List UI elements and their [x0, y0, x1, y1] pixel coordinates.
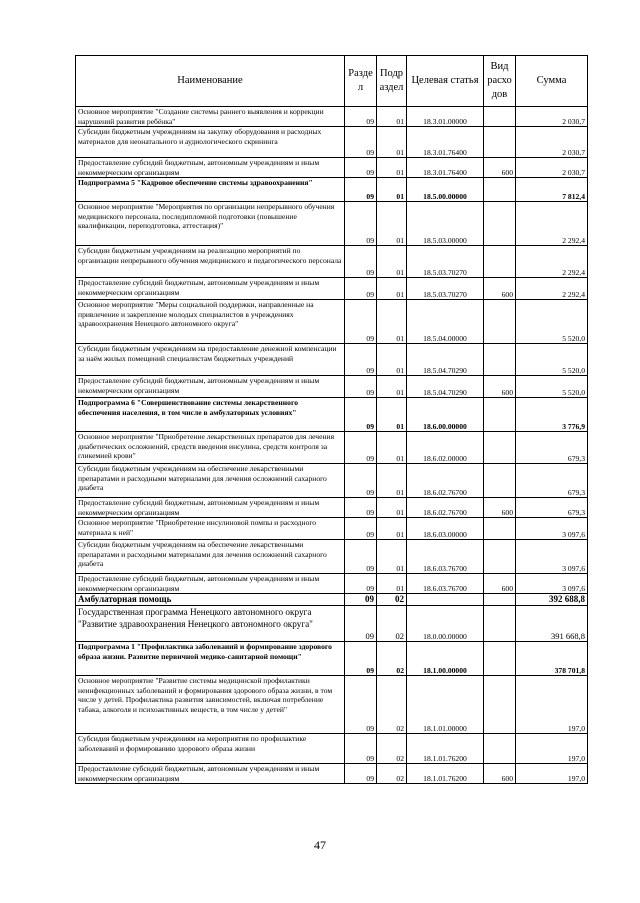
row-target: 18.3.01.00000: [407, 107, 484, 127]
row-subsection: 01: [377, 376, 407, 398]
row-target: 18.3.01.76400: [407, 127, 484, 158]
row-sum: 3 097,6: [516, 518, 588, 540]
row-subsection: 02: [377, 676, 407, 734]
row-expense-type: [484, 594, 516, 606]
row-expense-type: 600: [484, 278, 516, 300]
row-subsection: 02: [377, 594, 407, 606]
row-name: Субсидии бюджетным учреждениям на реализацию мероприятий по организации непрерывного обучения медицинского и педагогического персонала: [76, 246, 345, 278]
row-sum: 5 520,0: [516, 376, 588, 398]
row-section: 09: [345, 398, 377, 432]
row-name: Основное мероприятие "Мероприятия по организации непрерывного обучения медицинского персонала, последипломной подготовки (повышение квалификации, переподготовка, аттестация)": [76, 202, 345, 246]
row-subsection: 02: [377, 642, 407, 676]
row-section: 09: [345, 540, 377, 574]
row-target: 18.5.03.70270: [407, 278, 484, 300]
row-name: Предоставление субсидий бюджетным, автономным учреждениям и иным некоммерческим организациям: [76, 574, 345, 594]
header-expense-type: Вид расхо дов: [484, 56, 516, 107]
row-section: 09: [345, 642, 377, 676]
row-section: 09: [345, 606, 377, 642]
row-expense-type: [484, 606, 516, 642]
table-row: [76, 178, 588, 202]
table-row: [76, 734, 588, 764]
row-section: 09: [345, 278, 377, 300]
table-row: [76, 344, 588, 376]
row-target: 18.5.04.70290: [407, 344, 484, 376]
row-sum: 2 292,4: [516, 246, 588, 278]
row-subsection: 01: [377, 202, 407, 246]
table-row: [76, 107, 588, 127]
row-section: 09: [345, 676, 377, 734]
table-row: [76, 764, 588, 784]
row-target: 18.6.03.00000: [407, 518, 484, 540]
table-row: [76, 540, 588, 574]
row-sum: 3 097,6: [516, 574, 588, 594]
row-expense-type: [484, 518, 516, 540]
row-sum: 2 292,4: [516, 202, 588, 246]
table-row: [76, 398, 588, 432]
row-subsection: 01: [377, 278, 407, 300]
row-expense-type: [484, 178, 516, 202]
row-section: 09: [345, 764, 377, 784]
row-name: Субсидии бюджетным учреждениям на обеспечение лекарственными препаратами и расходными материалами для лечения осложнений сахарного диабета: [76, 464, 345, 498]
row-section: 09: [345, 594, 377, 606]
header-sum: Сумма: [516, 56, 588, 107]
row-section: 09: [345, 734, 377, 764]
row-name: Субсидия бюджетным учреждениям на мероприятия по профилактике заболеваний и формированию здорового образа жизни: [76, 734, 345, 764]
row-sum: 197,0: [516, 676, 588, 734]
row-section: 09: [345, 107, 377, 127]
row-sum: 391 668,8: [516, 606, 588, 642]
table-row: [76, 127, 588, 158]
row-subsection: 02: [377, 734, 407, 764]
row-name: Государственная программа Ненецкого автономного округа "Развитие здравоохранения Ненецкого автономного округа": [76, 606, 345, 642]
row-sum: 2 292,4: [516, 278, 588, 300]
row-expense-type: [484, 127, 516, 158]
table-row: [76, 432, 588, 464]
row-sum: 5 520,0: [516, 300, 588, 344]
row-expense-type: 600: [484, 498, 516, 518]
table-row: [76, 676, 588, 734]
row-target: 18.1.01.76200: [407, 764, 484, 784]
row-sum: 197,0: [516, 734, 588, 764]
row-target: 18.5.03.00000: [407, 202, 484, 246]
row-sum: 679,3: [516, 464, 588, 498]
row-subsection: 01: [377, 344, 407, 376]
row-sum: 3 097,6: [516, 540, 588, 574]
row-name: Субсидии бюджетным учреждениям на обеспечение лекарственными препаратами и расходными материалами для лечения осложнений сахарного диабета: [76, 540, 345, 574]
row-name: Субсидии бюджетным учреждениям на закупку оборудования и расходных материалов для неонатального и аудиологического скрининга: [76, 127, 345, 158]
row-expense-type: [484, 676, 516, 734]
row-name: Предоставление субсидий бюджетным, автономным учреждениям и иным некоммерческим организациям: [76, 376, 345, 398]
row-target: 18.5.04.00000: [407, 300, 484, 344]
row-target: [407, 594, 484, 606]
row-target: 18.1.01.76200: [407, 734, 484, 764]
row-target: 18.6.03.76700: [407, 540, 484, 574]
row-expense-type: 600: [484, 158, 516, 178]
header-section: Разде л: [345, 56, 377, 107]
row-name: Предоставление субсидий бюджетным, автономным учреждениям и иным некоммерческим организациям: [76, 764, 345, 784]
header-subsection: Подр аздел: [377, 56, 407, 107]
budget-table: [75, 55, 588, 784]
row-expense-type: 600: [484, 574, 516, 594]
row-expense-type: [484, 540, 516, 574]
row-sum: 7 812,4: [516, 178, 588, 202]
table-row: [76, 594, 588, 606]
row-section: 09: [345, 246, 377, 278]
row-name: Предоставление субсидий бюджетным, автономным учреждениям и иным некоммерческим организациям: [76, 498, 345, 518]
row-sum: 2 030,7: [516, 127, 588, 158]
row-name: Основное мероприятие "Развитие системы медицинской профилактики неинфекционных заболеваний и формирования здорового образа жизни, в том числе у детей. Профилактика развития зависимостей, включая потребление табака, алкоголя и психоактивных веществ, в том числе у детей": [76, 676, 345, 734]
row-target: 18.6.02.76700: [407, 498, 484, 518]
table-header: [76, 56, 588, 107]
table-row: [76, 518, 588, 540]
row-section: 09: [345, 574, 377, 594]
table-row: [76, 498, 588, 518]
table-row: [76, 464, 588, 498]
row-expense-type: [484, 300, 516, 344]
row-target: 18.5.00.00000: [407, 178, 484, 202]
row-name: Амбулаторная помощь: [76, 594, 345, 606]
row-section: 09: [345, 344, 377, 376]
row-expense-type: [484, 642, 516, 676]
row-subsection: 01: [377, 518, 407, 540]
row-subsection: 02: [377, 764, 407, 784]
row-name: Основное мероприятие "Приобретение инсулиновой помпы и расходного материала к ней": [76, 518, 345, 540]
row-subsection: 01: [377, 158, 407, 178]
row-name: Подпрограмма 6 "Совершенствование системы лекарственного обеспечения населения, в том числе в амбулаторных условиях": [76, 398, 345, 432]
header-name: Наименование: [76, 56, 345, 107]
row-expense-type: [484, 432, 516, 464]
row-sum: 679,3: [516, 498, 588, 518]
row-target: 18.1.01.00000: [407, 676, 484, 734]
table-row: [76, 158, 588, 178]
table-row: [76, 606, 588, 642]
row-subsection: 01: [377, 246, 407, 278]
row-expense-type: 600: [484, 764, 516, 784]
row-section: 09: [345, 498, 377, 518]
table-row: [76, 642, 588, 676]
table-body: [76, 107, 588, 784]
row-subsection: 01: [377, 107, 407, 127]
row-target: 18.5.03.70270: [407, 246, 484, 278]
row-expense-type: 600: [484, 376, 516, 398]
row-name: Основное мероприятие "Приобретение лекарственных препаратов для лечения диабетических осложнений, средств введения инсулина, средств контроля за гликемией крови": [76, 432, 345, 464]
row-section: 09: [345, 158, 377, 178]
row-section: 09: [345, 432, 377, 464]
row-subsection: 01: [377, 432, 407, 464]
row-target: 18.0.00.00000: [407, 606, 484, 642]
table-row: [76, 246, 588, 278]
row-section: 09: [345, 376, 377, 398]
row-name: Предоставление субсидий бюджетным, автономным учреждениям и иным некоммерческим организациям: [76, 158, 345, 178]
row-name: Подпрограмма 1 "Профилактика заболеваний и формирование здорового образа жизни. Развитие первичной медико-санитарной помощи": [76, 642, 345, 676]
row-subsection: 01: [377, 300, 407, 344]
row-section: 09: [345, 518, 377, 540]
row-expense-type: [484, 202, 516, 246]
row-sum: 3 776,9: [516, 398, 588, 432]
row-expense-type: [484, 344, 516, 376]
row-section: 09: [345, 178, 377, 202]
row-sum: 2 030,7: [516, 158, 588, 178]
row-subsection: 01: [377, 574, 407, 594]
row-name: Предоставление субсидий бюджетным, автономным учреждениям и иным некоммерческим организациям: [76, 278, 345, 300]
row-section: 09: [345, 300, 377, 344]
row-name: Основное мероприятие "Меры социальной поддержки, направленные на привлечение и закрепление молодых специалистов в учреждениях здравоохранения Ненецкого автономного округа": [76, 300, 345, 344]
row-sum: 5 520,0: [516, 344, 588, 376]
row-target: 18.1.00.00000: [407, 642, 484, 676]
row-target: 18.5.04.70290: [407, 376, 484, 398]
row-subsection: 01: [377, 178, 407, 202]
row-expense-type: [484, 107, 516, 127]
row-section: 09: [345, 464, 377, 498]
table-row: [76, 376, 588, 398]
row-target: 18.6.00.00000: [407, 398, 484, 432]
row-target: 18.3.01.76400: [407, 158, 484, 178]
row-subsection: 01: [377, 498, 407, 518]
row-subsection: 01: [377, 464, 407, 498]
row-expense-type: [484, 734, 516, 764]
row-expense-type: [484, 246, 516, 278]
table-row: [76, 202, 588, 246]
row-sum: 197,0: [516, 764, 588, 784]
table-row: [76, 278, 588, 300]
table-row: [76, 300, 588, 344]
row-subsection: 01: [377, 398, 407, 432]
row-sum: 378 701,8: [516, 642, 588, 676]
row-target: 18.6.02.00000: [407, 432, 484, 464]
row-target: 18.6.03.76700: [407, 574, 484, 594]
header-target: Целевая статья: [407, 56, 484, 107]
row-section: 09: [345, 202, 377, 246]
page-number: 47: [314, 838, 326, 852]
row-name: Основное мероприятие "Создание системы раннего выявления и коррекции нарушений развития ребёнка": [76, 107, 345, 127]
table-row: [76, 574, 588, 594]
row-name: Субсидии бюджетным учреждениям на предоставление денежной компенсации за наём жилых помещений специалистам бюджетных учреждений: [76, 344, 345, 376]
row-sum: 392 688,8: [516, 594, 588, 606]
row-expense-type: [484, 464, 516, 498]
row-sum: 2 030,7: [516, 107, 588, 127]
row-section: 09: [345, 127, 377, 158]
row-subsection: 01: [377, 540, 407, 574]
row-target: 18.6.02.76700: [407, 464, 484, 498]
row-subsection: 02: [377, 606, 407, 642]
row-sum: 679,3: [516, 432, 588, 464]
row-subsection: 01: [377, 127, 407, 158]
row-expense-type: [484, 398, 516, 432]
row-name: Подпрограмма 5 "Кадровое обеспечение системы здравоохранения": [76, 178, 345, 202]
